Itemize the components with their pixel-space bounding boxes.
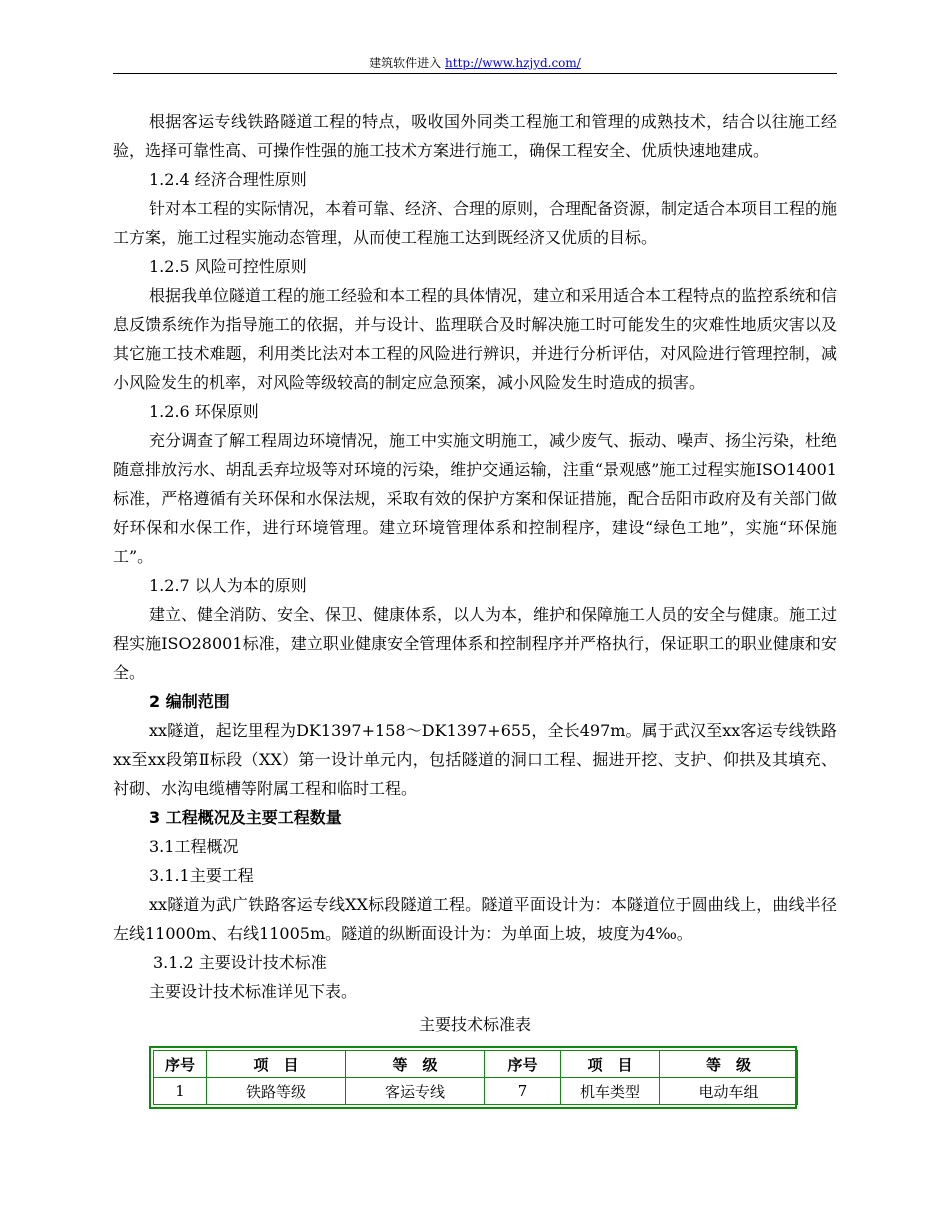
- heading-3-overview: 3 工程概况及主要工程数量: [149, 808, 342, 827]
- header-cell: 等 级: [346, 1051, 485, 1078]
- heading-1-2-6: 1.2.6 环保原则: [149, 402, 259, 421]
- standards-table: [149, 1046, 797, 1109]
- table-cell: 机车类型: [561, 1078, 660, 1105]
- header-cell: 项 目: [207, 1051, 346, 1078]
- table-cell: 7: [485, 1078, 561, 1105]
- heading-1-2-5: 1.2.5 风险可控性原则: [149, 257, 307, 276]
- table-header-row: [154, 1051, 798, 1078]
- heading-3-1-1: 3.1.1主要工程: [149, 866, 254, 885]
- paragraph-construction-tech: 根据客运专线铁路隧道工程的特点，吸收国外同类工程施工和管理的成熟技术，结合以往施工经验，选择可靠性高、可操作性强的施工技术方案进行施工，确保工程安全、优质快速地建成。: [113, 112, 837, 160]
- paragraph-economic: 针对本工程的实际情况，本着可靠、经济、合理的原则，合理配备资源，制定适合本项目工程的施工方案，施工过程实施动态管理，从而使工程施工达到既经济又优质的目标。: [113, 199, 838, 247]
- table-row: [154, 1078, 798, 1105]
- heading-3-1: 3.1工程概况: [149, 837, 239, 856]
- paragraph-risk: 根据我单位隧道工程的施工经验和本工程的具体情况，建立和采用适合本工程特点的监控系统和信息反馈系统作为指导施工的依据，并与设计、监理联合及时解决施工时可能发生的灾难性地质灾害以及其它施工技术难题，利用类比法对本工程的风险进行辨识，并进行分析评估，对风险进行管理控制，减小风险发生的机率，对风险等级较高的制定应急预案，减小风险发生时造成的损害。: [113, 286, 838, 392]
- heading-2-scope: 2 编制范围: [149, 692, 230, 711]
- table-title: 主要技术标准表: [418, 1015, 531, 1034]
- table-cell: 客运专线: [346, 1078, 485, 1105]
- heading-3-1-2: 3.1.2 主要设计技术标准: [153, 953, 327, 972]
- page-header: [113, 53, 837, 73]
- table-cell: 铁路等级: [207, 1078, 346, 1105]
- paragraph-main-works: xx隧道为武广铁路客运专线XX标段隧道工程。隧道平面设计为：本隧道位于圆曲线上，曲线半径左线11000m、右线11005m。隧道的纵断面设计为：为单面上坡，坡度为4‰。: [113, 895, 837, 943]
- header-cell: 等 级: [660, 1051, 798, 1078]
- header-divider: [113, 73, 837, 74]
- header-cell: 序号: [154, 1051, 207, 1078]
- header-cell: 序号: [485, 1051, 561, 1078]
- header-cell: 项 目: [561, 1051, 660, 1078]
- paragraph-people: 建立、健全消防、安全、保卫、健康体系，以人为本，维护和保障施工人员的安全与健康。施工过程实施ISO28001标准，建立职业健康安全管理体系和控制程序并严格执行，保证职工的职业健康和安全。: [113, 605, 838, 682]
- header-prefix: 建筑软件进入: [369, 56, 442, 70]
- paragraph-standards-intro: 主要设计技术标准详见下表。: [149, 982, 358, 1001]
- table-cell: 电动车组: [660, 1078, 798, 1105]
- header-link[interactable]: http://www.hzjyd.com/: [445, 56, 581, 70]
- paragraph-environment: 充分调查了解工程周边环境情况，施工中实施文明施工，减少废气、振动、噪声、扬尘污染，杜绝随意排放污水、胡乱丢弃垃圾等对环境的污染，维护交通运输，注重“景观感”施工过程实施ISO14001标准，严格遵循有关环保和水保法规，采取有效的保护方案和保证措施，配合岳阳市政府及有关部门做好环保和水保工作，进行环境管理。建立环境管理体系和控制程序，建设“绿色工地”，实施“环保施工”。: [113, 431, 838, 566]
- document-body: [113, 107, 837, 1006]
- table-cell: 1: [154, 1078, 207, 1105]
- heading-1-2-7: 1.2.7 以人为本的原则: [149, 576, 307, 595]
- paragraph-scope: xx隧道，起讫里程为DK1397+158～DK1397+655，全长497m。属于武汉至xx客运专线铁路xx至xx段第Ⅱ标段（XX）第一设计单元内，包括隧道的洞口工程、掘进开挖、支护、仰拱及其填充、衬砌、水沟电缆槽等附属工程和临时工程。: [113, 721, 837, 798]
- heading-1-2-4: 1.2.4 经济合理性原则: [149, 170, 307, 189]
